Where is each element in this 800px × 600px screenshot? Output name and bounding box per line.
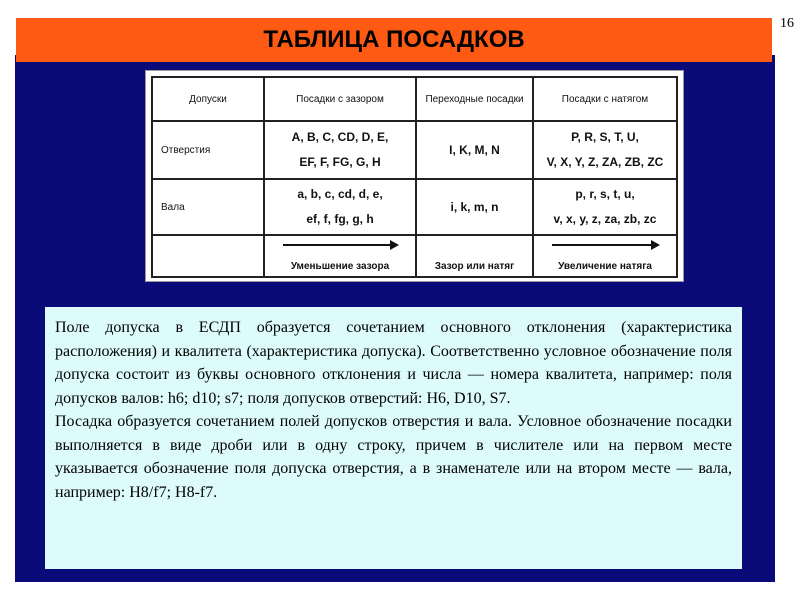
- arrow-right-icon: [283, 244, 397, 246]
- cell-line: V, X, Y, Z, ZA, ZB, ZC: [546, 155, 664, 169]
- cell-line: v, x, y, z, za, zb, zc: [553, 212, 657, 226]
- fit-table-image: [145, 70, 684, 282]
- arrow-right-icon: [552, 244, 658, 246]
- row-label-holes: Отверстия: [152, 121, 264, 179]
- cell-line: ef, f, fg, g, h: [306, 212, 374, 226]
- header-tolerances: Допуски: [152, 77, 264, 121]
- table-cell: [533, 235, 677, 277]
- table-cell: [264, 179, 416, 235]
- header-clearance-fits: Посадки с зазором: [264, 77, 416, 121]
- header-interference-fits: Посадки с натягом: [533, 77, 677, 121]
- table-cell: [533, 121, 677, 179]
- fit-table: [151, 76, 678, 278]
- cell-line: A, B, C, CD, D, E,: [291, 130, 389, 144]
- paragraph-fit: Посадка образуется сочетанием полей допусков отверстия и вала. Условное обозначение посадки выполняется в виде дроби или в одну строку, причем в числителе или на первом месте указывается обозначение поля допуска отверстия, а в знаменателе или на втором месте — вала, например: H8/f7; H8-f7.: [55, 413, 732, 501]
- cell-line: I, K, M, N: [449, 142, 500, 157]
- row-label-shafts: Вала: [152, 179, 264, 235]
- table-cell: [416, 179, 533, 235]
- table-cell: [533, 179, 677, 235]
- footer-label: Уменьшение зазора: [290, 261, 390, 272]
- cell-line: P, R, S, T, U,: [571, 130, 639, 144]
- table-cell: [264, 235, 416, 277]
- slide-title: ТАБЛИЦА ПОСАДКОВ: [263, 26, 525, 53]
- paragraph-tolerance-field: Поле допуска в ЕСДП образуется сочетанием основного отклонения (характеристика расположения) и квалитета (характеристика допуска). Соответственно условное обозначение поля допуска состоит из буквы основного отклонения и числа — номера квалитета, например: поля допусков валов: h6; d10; s7; поля допусков отверстий: H6, D10, S7.: [55, 319, 732, 407]
- header-transition-fits: Переходные посадки: [416, 77, 533, 121]
- footer-label: Увеличение натяга: [558, 261, 652, 272]
- cell-line: EF, F, FG, G, H: [299, 155, 381, 169]
- title-bar: [16, 18, 772, 62]
- table-cell: [264, 121, 416, 179]
- table-row: [152, 179, 677, 235]
- footer-label: Зазор или натяг: [434, 261, 515, 272]
- cell-line: a, b, c, cd, d, e,: [297, 187, 383, 201]
- table-cell: [416, 235, 533, 277]
- table-row: [152, 121, 677, 179]
- explanation-text-box: [45, 307, 742, 569]
- cell-line: i, k, m, n: [450, 199, 499, 214]
- cell-line: p, r, s, t, u,: [575, 187, 635, 201]
- empty-cell: [152, 235, 264, 277]
- page-number: 16: [780, 16, 794, 31]
- table-cell: [416, 121, 533, 179]
- table-row: [152, 235, 677, 277]
